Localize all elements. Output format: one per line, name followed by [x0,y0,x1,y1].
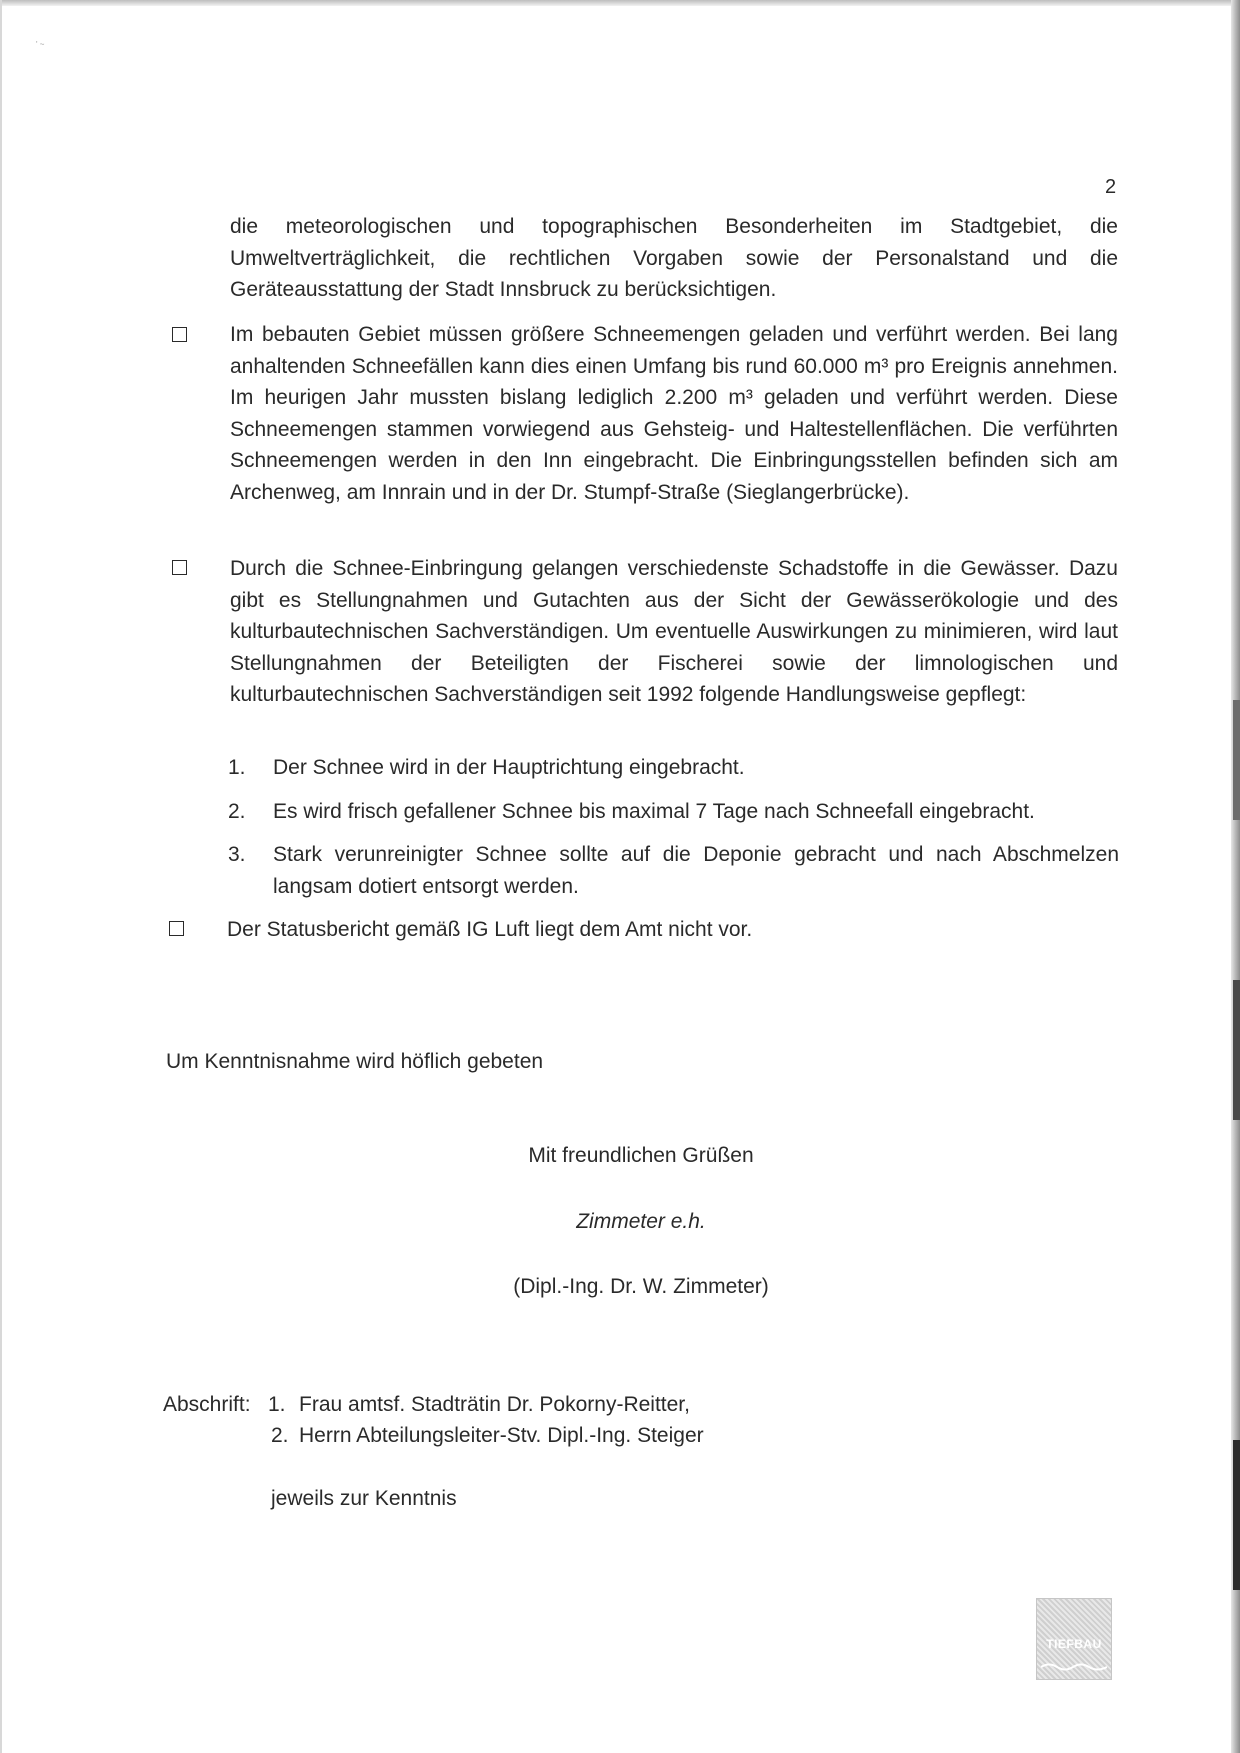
list-number: 3. [228,843,246,866]
logo-text: TIEFBAU [1046,1637,1102,1651]
bullet-paragraph: Der Statusbericht gemäß IG Luft liegt dem Amt nicht vor. [227,918,753,941]
copy-number: 1. [268,1393,286,1416]
request-line: Um Kenntnisnahme wird höflich gebeten [166,1050,544,1073]
copy-number: 2. [271,1424,289,1447]
list-item: Es wird frisch gefallener Schnee bis maximal 7 Tage nach Schneefall eingebracht. [273,800,1035,823]
signature: Zimmeter e.h. [576,1210,706,1233]
checkbox-icon [172,327,187,342]
list-number: 2. [228,800,246,823]
copy-note: jeweils zur Kenntnis [271,1487,457,1510]
page-number: 2 [1105,176,1117,198]
tiefbau-logo [1036,1598,1112,1680]
checkbox-icon [172,560,187,575]
scan-left-edge [0,0,2,1753]
checkbox-icon [169,921,184,936]
copy-recipient: Herrn Abteilungsleiter-Stv. Dipl.-Ing. Steiger [299,1424,704,1447]
copy-label: Abschrift: [163,1393,251,1416]
logo-wave-icon [1041,1661,1107,1671]
list-number: 1. [228,756,246,779]
scan-top-edge [0,0,1240,6]
closing-line: Mit freundlichen Grüßen [528,1144,754,1167]
list-item: Der Schnee wird in der Hauptrichtung eingebracht. [273,756,745,779]
copy-recipient: Frau amtsf. Stadträtin Dr. Pokorny-Reitter, [299,1393,690,1416]
signer-name: (Dipl.-Ing. Dr. W. Zimmeter) [513,1275,769,1298]
scan-specks: ' ~ [36,40,45,49]
scan-right-mark [1233,980,1240,1120]
scan-right-mark [1233,700,1240,820]
bullet-paragraph: Durch die Schnee-Einbringung gelangen verschiedenste Schadstoffe in die Gewässer. Dazu gibt es Stellungnahmen und Gutachten aus der Sicht der Gewässerökologie und des kulturbautechnischen Sachverständigen. Um eventuelle Auswirkungen zu minimieren, wird laut Stellungnahmen der Beteiligten der Fischerei sowie der limnologischen und kulturbautechnischen Sachverständigen seit 1992 folgende Handlungsweise gepflegt: [230,557,1118,706]
list-item: Stark verunreinigter Schnee sollte auf die Deponie gebracht und nach Abschmelzen langsam dotiert entsorgt werden. [273,843,1119,898]
bullet-paragraph: Im bebauten Gebiet müssen größere Schneemengen geladen und verführt werden. Bei lang anhaltenden Schneefällen kann dies einen Umfang bis rund 60.000 m³ pro Ereignis annehmen. Im heurigen Jahr mussten bislang lediglich 2.200 m³ geladen und verführt werden. Diese Schneemengen stammen vorwiegend aus Gehsteig- und Haltestellenflächen. Die verführten Schneemengen werden in den Inn eingebracht. Die Einbringungsstellen befinden sich am Archenweg, am Innrain und in der Dr. Stumpf-Straße (Sieglangerbrücke). [230,323,1118,504]
scan-right-mark [1233,1440,1240,1590]
intro-paragraph: die meteorologischen und topographischen Besonderheiten im Stadtgebiet, die Umweltverträglichkeit, die rechtlichen Vorgaben sowie der Personalstand und die Geräteausstattung der Stadt Innsbruck zu berücksichtigen. [230,215,1118,301]
